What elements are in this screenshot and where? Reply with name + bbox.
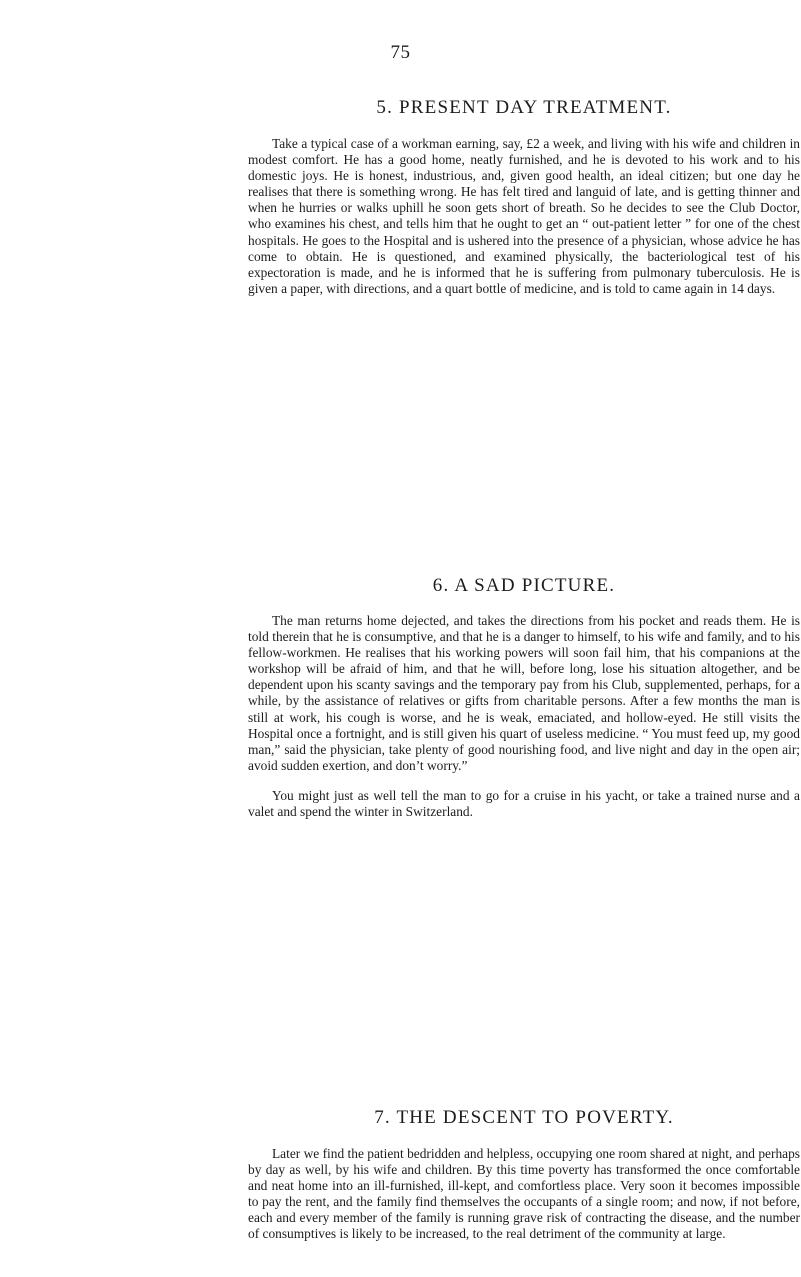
section-heading: 5. PRESENT DAY TREATMENT.: [376, 97, 672, 118]
section-body: [248, 613, 800, 820]
section-present-day-treatment: [248, 97, 800, 118]
paragraph: Take a typical case of a workman earning, say, £2 a week, and living with his wife and children in modest comfort. He has a good home, neatly furnished, and he is devoted to his work and to his domestic joys. He is honest, industrious, and, given good health, an ideal citizen; but one day he realises that there is something wrong. He has felt tired and languid of late, and is getting thinner and when he hurries or walks uphill he soon gets short of breath. So he decides to see the Club Doctor, who examines his chest, and tells him that he ought to get an “ out-patient letter ” for one of the chest hospitals. He goes to the Hospital and is ushered into the presence of a physician, whose advice he has come to obtain. He is questioned, and examined physically, the bacteriological test of his expectoration is made, and he is informed that he is suffering from pulmonary tuberculosis. He is given a paper, with directions, and a quart bottle of medicine, and is told to came again in 14 days.: [248, 136, 800, 296]
paragraph: The man returns home dejected, and takes the directions from his pocket and reads them. He is told therein that he is consumptive, and that he is a danger to himself, to his wife and family, and to his fellow-workmen. He realises that his working powers will soon fail him, that his companions at the workshop will be afraid of him, and that he will, before long, lose his situation altogether, and be dependent upon his scanty savings and the temporary pay from his Club, supplemented, perhaps, for a while, by the assistance of relatives or gifts from charitable persons. After a few months the man is still at work, his cough is worse, and he is weak, emaciated, and hollow-eyed. He still visits the Hospital once a fortnight, and is still given his quart of useless medicine. “ You must feed up, my good man,” said the physician, take plenty of good nourishing food, and live night and day in the open air; avoid sudden exertion, and don’t worry.”: [248, 613, 800, 773]
section-descent-to-poverty: [248, 1107, 800, 1128]
section-a-sad-picture: [248, 575, 800, 596]
paragraph: You might just as well tell the man to go for a cruise in his yacht, or take a trained nurse and a valet and spend the winter in Switzerland.: [248, 787, 800, 820]
section-body: [248, 1146, 800, 1243]
paragraph: Later we find the patient bedridden and helpless, occupying one room shared at night, and perhaps by day as well, by his wife and children. By this time poverty has transformed the once comfortable and neat home into an ill-furnished, ill-kept, and comfortless place. Very soon it becomes impossible to pay the rent, and the family find themselves the occupants of a single room; and now, if not before, each and every member of the family is running grave risk of contracting the disease, and the number of consumptives is likely to be increased, to the real detriment of the community at large.: [248, 1146, 800, 1242]
section-body: [248, 136, 800, 297]
section-heading: 7. THE DESCENT TO POVERTY.: [374, 1107, 674, 1128]
page-number: 75: [390, 42, 411, 63]
section-heading: 6. A SAD PICTURE.: [432, 575, 616, 596]
